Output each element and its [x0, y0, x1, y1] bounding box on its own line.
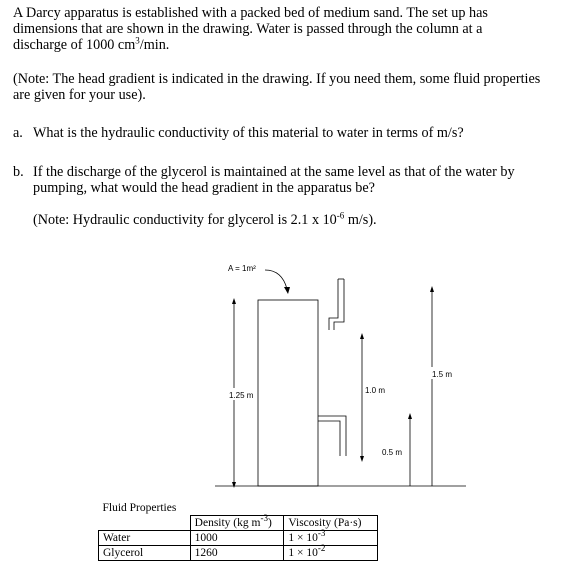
table-header-row	[99, 516, 378, 531]
viscosity-base: 1 × 10	[288, 532, 318, 544]
fluid-density: 1260	[190, 546, 284, 561]
density-header-sup: -3	[260, 513, 268, 524]
bottom-height-label: 0.5 m	[382, 448, 403, 457]
intro-line-3-end: /min.	[139, 37, 170, 53]
arrowhead	[232, 298, 236, 304]
area-label: A = 1m²	[228, 264, 256, 273]
upper-standpipe-inner	[334, 279, 344, 330]
arrowhead	[430, 286, 434, 292]
fluid-name: Water	[99, 531, 191, 546]
inflow-arrowhead	[284, 287, 290, 294]
note2-text: (Note: Hydraulic conductivity for glycerol is 2.1 x 10	[33, 212, 337, 228]
density-header-close: )	[267, 517, 272, 529]
arrowhead	[408, 413, 412, 419]
intro-line-2: dimensions that are shown in the drawing. Water is passed through the column at a	[13, 21, 483, 37]
question-a-text: What is the hydraulic conductivity of this material to water in terms of m/s?	[33, 125, 464, 141]
fluid-viscosity	[284, 528, 378, 546]
column-height-label: 1.25 m	[229, 391, 254, 400]
question-b-line-1: If the discharge of the glycerol is maintained at the same level as that of the water by	[33, 164, 515, 180]
table-row	[99, 531, 378, 546]
fluid-properties-table	[98, 501, 378, 561]
question-b-line-2: pumping, what would the head gradient in the apparatus be?	[33, 180, 375, 196]
intro-line-3-text: discharge of 1000 cm	[13, 37, 136, 53]
fluid-name: Glycerol	[99, 546, 191, 561]
lower-standpipe-outer	[318, 416, 346, 456]
inflow-arrow	[265, 270, 287, 289]
density-header	[190, 513, 284, 531]
viscosity-base: 1 × 10	[288, 547, 318, 559]
question-b-marker: b.	[13, 164, 24, 180]
arrowhead	[360, 456, 364, 462]
intro-line-1: A Darcy apparatus is established with a packed bed of medium sand. The set up has	[13, 5, 488, 21]
outflow-height-label: 1.0 m	[365, 386, 386, 395]
note2-end: m/s).	[344, 212, 377, 228]
arrowhead	[360, 333, 364, 339]
table-title: Fluid Properties	[102, 502, 177, 515]
note2-superscript: -6	[336, 210, 345, 221]
table-title-row	[99, 501, 378, 516]
question-a-marker: a.	[13, 125, 23, 141]
sand-column	[258, 300, 318, 486]
viscosity-exponent: -3	[317, 528, 326, 539]
total-height-label: 1.5 m	[432, 370, 453, 379]
table-row	[99, 546, 378, 561]
fluid-density: 1000	[190, 531, 284, 546]
viscosity-header: Viscosity (Pa·s)	[284, 516, 378, 531]
arrowhead	[232, 482, 236, 488]
viscosity-exponent: -2	[317, 543, 326, 554]
density-header-text: Density (kg m	[194, 517, 261, 529]
note1-line-2: are given for your use).	[13, 87, 146, 103]
fluid-viscosity	[284, 543, 378, 561]
lower-standpipe-inner	[318, 421, 340, 456]
note1-line-1: (Note: The head gradient is indicated in the drawing. If you need them, some fluid properties	[13, 71, 541, 87]
intro-superscript: 3	[135, 35, 140, 46]
